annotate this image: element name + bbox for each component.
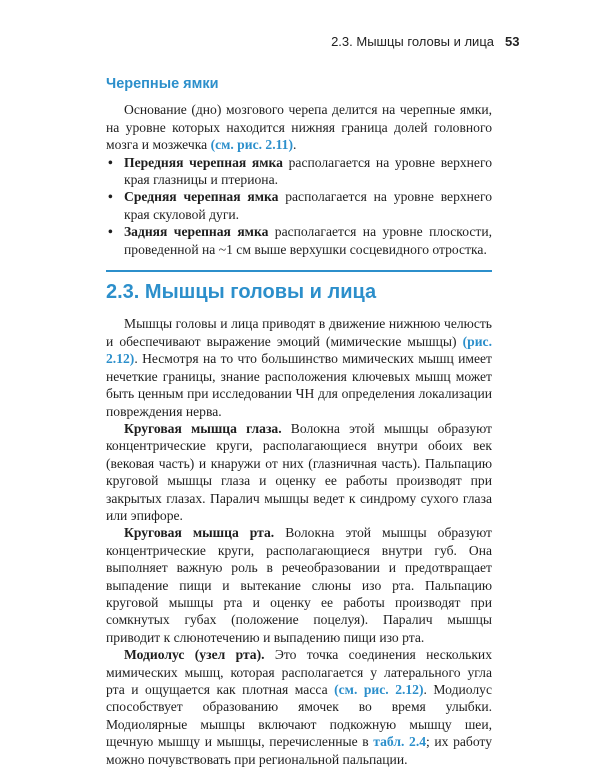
table-ref-2-4[interactable]: табл. 2.4: [373, 734, 427, 750]
list-item-text: располагается на уровне верхнего края глазницы и птериона.: [124, 154, 493, 188]
list-item-term: Передняя черепная ямка: [124, 154, 283, 170]
figure-ref-2-12[interactable]: (см. рис. 2.12): [334, 682, 424, 697]
figure-ref-2-12[interactable]: (рис. 2.12): [106, 333, 492, 367]
paragraph-text: Волокна этой мышцы образуют концентрические круги, располагающиеся внутри обоих век (вековая часть) и кнаружи от них (глазничная часть). Пальпацию круговой мышцы глаза и оценку ее работы производят при закрытых глазах. Паралич мышцы ведет к синдрому сухого глаза или эпифоре.: [106, 420, 492, 523]
list-item: [106, 188, 492, 223]
paragraph-orbicularis-oculi: [106, 420, 492, 524]
figure-ref-2-11[interactable]: (см. рис. 2.11): [210, 137, 293, 153]
section-title: 2.3. Мышцы головы и лица: [106, 270, 492, 301]
paragraph-orbicularis-oris: [106, 524, 492, 646]
list-item-term: Задняя черепная ямка: [124, 224, 269, 240]
page-content: [106, 76, 492, 768]
paragraph-term: Круговая мышца рта.: [124, 525, 275, 541]
paragraph-text: . Несмотря на то что большинство мимических мышц имеет нечеткие границы, знание расположения ключевых мышц может быть ценным при исследовании ЧН для определения локализации повреждения нерва.: [106, 351, 492, 419]
list-item-text: располагается на уровне верхнего края скуловой дуги.: [124, 189, 493, 222]
fossae-list: [106, 154, 492, 258]
list-item: [106, 223, 492, 258]
list-item: [106, 154, 492, 189]
paragraph-text: Мышцы головы и лица приводят в движение нижнюю челюсть и обеспечивают выражение эмоций (мимические мышцы): [106, 316, 492, 349]
paragraph-intro: [106, 315, 492, 419]
paragraph-text: Это точка соединения нескольких мимических мышц, которая располагается у латерального угла рта и ощущается как плотная масса: [106, 647, 492, 697]
paragraph-text: Волокна этой мышцы образуют концентрические круги, располагающиеся внутри губ. Она выполняет важную роль в речеобразовании и предотвращает выпадение пищи и вытекание слюны изо рта. Пальпацию круговой мышцы рта и оценку ее работы производят при сомкнутых губах (положение поцелуя). Паралич мышцы приводит к слюнотечению и выпадению пищи изо рта.: [106, 525, 492, 645]
fossae-intro-text: Основание (дно) мозгового черепа делится на черепные ямки, на уровне которых находится нижняя граница долей головного мозга и мозжечка: [106, 102, 492, 153]
running-head: 2.3. Мышцы головы и лица: [331, 34, 494, 49]
paragraph-term: Круговая мышца глаза.: [124, 420, 282, 436]
spacer: [106, 258, 492, 270]
list-item-term: Средняя черепная ямка: [124, 189, 279, 205]
paragraph-term: Модиолус (узел рта).: [124, 647, 265, 663]
fossae-intro-end: .: [292, 137, 297, 153]
list-item-text: располагается на уровне плоскости, проведенной на ~1 см выше верхушки сосцевидного отростка.: [124, 224, 492, 257]
fossae-heading: Черепные ямки: [106, 76, 219, 92]
paragraph-text: ; их работу можно почувствовать при региональной пальпации.: [106, 734, 492, 767]
page-number: 53: [505, 34, 520, 49]
paragraph-text: . Модиолус способствует образованию ямочек во время улыбки. Модиолярные мышцы включают подкожную мышцу шеи, щечную мышцу и мышцы, перечисленные в: [106, 682, 493, 750]
fossae-intro: [106, 101, 492, 153]
